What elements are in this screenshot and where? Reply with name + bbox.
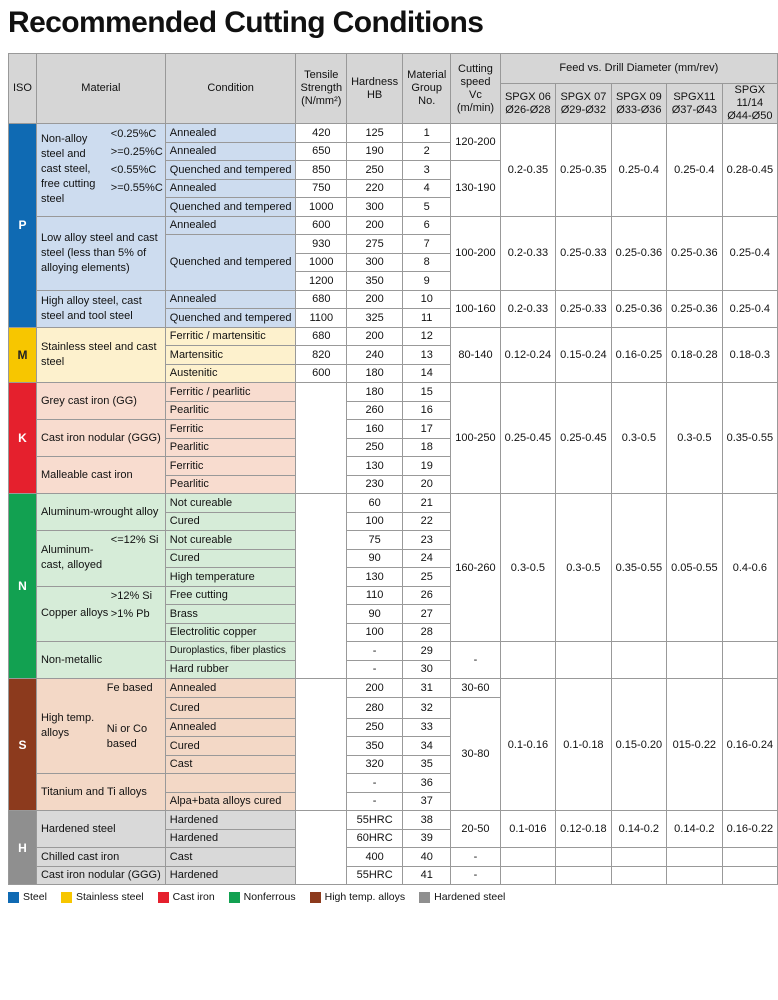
condition-cell: Ferritic [165, 420, 296, 439]
silicon-range: >12% Si [110, 589, 153, 602]
condition-cell: High temperature [165, 568, 296, 587]
feed-cell: 0.2-0.33 [500, 290, 555, 327]
hardness-cell: 130 [347, 457, 403, 476]
material-hardened-steel: Hardened steel [36, 811, 165, 848]
group-cell: 5 [403, 198, 451, 217]
hardness-cell: 60HRC [347, 829, 403, 848]
feed-cell-empty [667, 642, 722, 679]
condition-cell: Hardened [165, 866, 296, 885]
speed-cell: 160-260 [451, 494, 500, 642]
group-cell: 17 [403, 420, 451, 439]
feed-cell-empty [722, 642, 777, 679]
feed-cell: 0.25-0.36 [667, 290, 722, 327]
condition-cell: Cured [165, 737, 296, 756]
group-cell: 12 [403, 327, 451, 346]
header-tensile: Tensile Strength (N/mm²) [296, 54, 347, 124]
hardness-cell: 320 [347, 755, 403, 774]
iso-code-k: K [9, 383, 37, 494]
header-feed-col: SPGX 09 Ø33-Ø36 [611, 84, 666, 124]
tensile-cell: 820 [296, 346, 347, 365]
feed-cell-empty [556, 642, 611, 679]
condition-cell: Cast [165, 755, 296, 774]
hardness-cell: 350 [347, 272, 403, 291]
group-cell: 20 [403, 475, 451, 494]
tensile-cell: 650 [296, 142, 347, 161]
material-copper-alloys [36, 586, 165, 642]
hardness-cell: 55HRC [347, 866, 403, 885]
material-malleable-cast-iron: Malleable cast iron [36, 457, 165, 494]
hardness-cell: 125 [347, 124, 403, 143]
hardness-cell: 220 [347, 179, 403, 198]
hardness-cell: 280 [347, 697, 403, 718]
hardness-cell: 160 [347, 420, 403, 439]
feed-cell-empty [722, 866, 777, 885]
speed-cell: - [451, 642, 500, 679]
feed-cell: 0.25-0.35 [556, 124, 611, 217]
header-group: Material Group No. [403, 54, 451, 124]
base-type: Fe based [106, 682, 153, 694]
cutting-conditions-table [8, 53, 778, 885]
hardness-cell: 400 [347, 848, 403, 867]
condition-cell: Not cureable [165, 494, 296, 513]
feed-cell-empty [611, 866, 666, 885]
group-cell: 22 [403, 512, 451, 531]
hardness-cell: 275 [347, 235, 403, 254]
speed-cell: 100-160 [451, 290, 500, 327]
material-nonalloy-steel [36, 124, 165, 217]
feed-cell-empty [667, 848, 722, 867]
material-low-alloy-steel: Low alloy steel and cast steel (less than 5% of alloying elements) [36, 216, 165, 290]
tensile-cell: 1100 [296, 309, 347, 328]
group-cell: 36 [403, 774, 451, 793]
feed-cell: 0.25-0.4 [611, 124, 666, 217]
group-cell: 7 [403, 235, 451, 254]
speed-cell: 30-60 [451, 679, 500, 698]
header-feed-col: SPGX 07 Ø29-Ø32 [556, 84, 611, 124]
condition-cell: Annealed [165, 718, 296, 737]
condition-cell: Pearlitic [165, 401, 296, 420]
material-aluminum-cast [36, 531, 165, 587]
condition-cell: Ferritic / martensitic [165, 327, 296, 346]
material-nodular-cast-iron: Cast iron nodular (GGG) [36, 420, 165, 457]
hardness-cell: 55HRC [347, 811, 403, 830]
header-feed: Feed vs. Drill Diameter (mm/rev) [500, 54, 777, 84]
hardness-cell: 250 [347, 438, 403, 457]
feed-cell: 0.1-016 [500, 811, 555, 848]
feed-cell-empty [722, 848, 777, 867]
condition-cell: Hardened [165, 811, 296, 830]
header-feed-col: SPGX 11/14 Ø44-Ø50 [722, 84, 777, 124]
tensile-cell: 600 [296, 364, 347, 383]
condition-cell: Electrolitic copper [165, 623, 296, 642]
hardness-cell: 180 [347, 364, 403, 383]
condition-cell: Hard rubber [165, 660, 296, 679]
group-cell: 41 [403, 866, 451, 885]
group-cell: 18 [403, 438, 451, 457]
legend-swatch [310, 892, 321, 903]
group-cell: 8 [403, 253, 451, 272]
feed-cell: 0.12-0.18 [556, 811, 611, 848]
condition-cell [165, 774, 296, 793]
feed-cell: 0.25-0.45 [500, 383, 555, 494]
material-label: Aluminum-cast, alloyed [40, 544, 103, 572]
hardness-cell: 250 [347, 161, 403, 180]
speed-cell: 100-250 [451, 383, 500, 494]
group-cell: 2 [403, 142, 451, 161]
material-label: Copper alloys [40, 607, 109, 620]
feed-cell: 0.15-0.20 [611, 679, 666, 811]
hardness-cell: 190 [347, 142, 403, 161]
legend-swatch [419, 892, 430, 903]
condition-cell: Free cutting [165, 586, 296, 605]
iso-code-h: H [9, 811, 37, 885]
feed-cell-empty [556, 866, 611, 885]
speed-cell: 80-140 [451, 327, 500, 383]
condition-cell: Ferritic [165, 457, 296, 476]
tensile-cell [296, 679, 347, 811]
carbon-range: <0.55%C [110, 163, 157, 176]
condition-cell: Quenched and tempered [165, 309, 296, 328]
feed-cell: 0.25-0.4 [722, 290, 777, 327]
hardness-cell: 200 [347, 290, 403, 309]
header-condition: Condition [165, 54, 296, 124]
speed-cell: 130-190 [451, 161, 500, 217]
feed-cell: 0.1-0.18 [556, 679, 611, 811]
tensile-cell: 600 [296, 216, 347, 235]
material-label: Non-alloy steel and cast steel, free cutting steel [40, 133, 96, 206]
base-type: Ni or Co based [106, 723, 148, 750]
legend-item-hardened [419, 891, 505, 903]
feed-cell: 0.3-0.5 [667, 383, 722, 494]
tensile-cell: 1000 [296, 198, 347, 217]
group-cell: 14 [403, 364, 451, 383]
legend-label: Stainless steel [75, 891, 144, 903]
group-cell: 1 [403, 124, 451, 143]
tensile-cell [296, 494, 347, 679]
material-nodular-cast-iron-hardened: Cast iron nodular (GGG) [36, 866, 165, 885]
feed-cell: 0.25-0.36 [611, 216, 666, 290]
legend-label: Steel [23, 891, 47, 903]
condition-cell: Annealed [165, 290, 296, 309]
group-cell: 4 [403, 179, 451, 198]
material-high-temp-alloys [36, 679, 165, 774]
tensile-cell: 850 [296, 161, 347, 180]
group-cell: 29 [403, 642, 451, 661]
iso-code-s: S [9, 679, 37, 811]
hardness-cell: 300 [347, 198, 403, 217]
feed-cell: 0.25-0.33 [556, 290, 611, 327]
tensile-cell: 750 [296, 179, 347, 198]
feed-cell: 0.14-0.2 [611, 811, 666, 848]
feed-cell: 0.25-0.33 [556, 216, 611, 290]
feed-cell: 0.25-0.36 [611, 290, 666, 327]
feed-cell-empty [611, 848, 666, 867]
lead-range: >1% Pb [110, 607, 150, 620]
group-cell: 28 [403, 623, 451, 642]
legend-item-stainless [61, 891, 144, 903]
group-cell: 32 [403, 697, 451, 718]
feed-cell: 0.25-0.4 [667, 124, 722, 217]
tensile-cell [296, 811, 347, 885]
feed-cell-empty [611, 642, 666, 679]
feed-cell: 0.35-0.55 [722, 383, 777, 494]
carbon-range: >=0.25%C [110, 145, 163, 158]
group-cell: 11 [403, 309, 451, 328]
feed-cell: 0.18-0.3 [722, 327, 777, 383]
feed-cell: 0.3-0.5 [611, 383, 666, 494]
legend-item-steel [8, 891, 47, 903]
group-cell: 6 [403, 216, 451, 235]
condition-cell: Brass [165, 605, 296, 624]
feed-cell: 0.16-0.24 [722, 679, 777, 811]
condition-cell: Annealed [165, 142, 296, 161]
group-cell: 38 [403, 811, 451, 830]
feed-cell: 0.25-0.36 [667, 216, 722, 290]
hardness-cell: 110 [347, 586, 403, 605]
hardness-cell: 200 [347, 679, 403, 698]
hardness-cell: 240 [347, 346, 403, 365]
hardness-cell: 60 [347, 494, 403, 513]
condition-cell: Duroplastics, fiber plastics [165, 642, 296, 661]
header-material: Material [36, 54, 165, 124]
condition-cell: Annealed [165, 179, 296, 198]
feed-cell: 0.2-0.33 [500, 216, 555, 290]
speed-cell: 100-200 [451, 216, 500, 290]
condition-cell: Cured [165, 512, 296, 531]
feed-cell-empty [667, 866, 722, 885]
group-cell: 33 [403, 718, 451, 737]
speed-cell: - [451, 848, 500, 867]
hardness-cell: 100 [347, 623, 403, 642]
carbon-range: >=0.55%C [110, 181, 163, 194]
hardness-cell: - [347, 642, 403, 661]
group-cell: 39 [403, 829, 451, 848]
hardness-cell: 180 [347, 383, 403, 402]
material-aluminum-wrought: Aluminum-wrought alloy [36, 494, 165, 531]
header-feed-col: SPGX 06 Ø26-Ø28 [500, 84, 555, 124]
hardness-cell: 90 [347, 605, 403, 624]
tensile-cell: 1000 [296, 253, 347, 272]
speed-cell: 20-50 [451, 811, 500, 848]
condition-cell: Annealed [165, 124, 296, 143]
feed-cell: 0.2-0.35 [500, 124, 555, 217]
material-chilled-cast-iron: Chilled cast iron [36, 848, 165, 867]
tensile-cell: 420 [296, 124, 347, 143]
group-cell: 13 [403, 346, 451, 365]
condition-cell: Pearlitic [165, 475, 296, 494]
group-cell: 15 [403, 383, 451, 402]
hardness-cell: 130 [347, 568, 403, 587]
legend-label: Nonferrous [243, 891, 296, 903]
feed-cell: 0.4-0.6 [722, 494, 777, 642]
material-grey-cast-iron: Grey cast iron (GG) [36, 383, 165, 420]
hardness-cell: 300 [347, 253, 403, 272]
condition-cell: Cured [165, 697, 296, 718]
group-cell: 34 [403, 737, 451, 756]
legend-swatch [158, 892, 169, 903]
condition-cell: Martensitic [165, 346, 296, 365]
hardness-cell: 200 [347, 327, 403, 346]
hardness-cell: 230 [347, 475, 403, 494]
feed-cell-empty [500, 848, 555, 867]
group-cell: 27 [403, 605, 451, 624]
feed-cell: 0.16-0.22 [722, 811, 777, 848]
hardness-cell: 100 [347, 512, 403, 531]
legend-label: Cast iron [172, 891, 215, 903]
feed-cell: 0.16-0.25 [611, 327, 666, 383]
tensile-cell [296, 383, 347, 494]
feed-cell-empty [500, 642, 555, 679]
condition-cell: Pearlitic [165, 438, 296, 457]
material-label: High temp. alloys [40, 712, 95, 739]
group-cell: 40 [403, 848, 451, 867]
group-cell: 21 [403, 494, 451, 513]
iso-code-m: M [9, 327, 37, 383]
material-non-metallic: Non-metallic [36, 642, 165, 679]
speed-cell: - [451, 866, 500, 885]
header-hardness: Hardness HB [347, 54, 403, 124]
group-cell: 24 [403, 549, 451, 568]
legend-label: Hardened steel [434, 891, 506, 903]
hardness-cell: 75 [347, 531, 403, 550]
header-feed-col: SPGX11 Ø37-Ø43 [667, 84, 722, 124]
condition-cell: Annealed [165, 216, 296, 235]
legend-swatch [8, 892, 19, 903]
condition-cell: Quenched and tempered [165, 161, 296, 180]
feed-cell: 0.18-0.28 [667, 327, 722, 383]
hardness-cell: 200 [347, 216, 403, 235]
feed-cell: 0.14-0.2 [667, 811, 722, 848]
legend-label: High temp. alloys [324, 891, 406, 903]
iso-code-p: P [9, 124, 37, 328]
group-cell: 37 [403, 792, 451, 811]
condition-cell: Ferritic / pearlitic [165, 383, 296, 402]
feed-cell: 0.3-0.5 [556, 494, 611, 642]
feed-cell: 0.28-0.45 [722, 124, 777, 217]
condition-cell: Austenitic [165, 364, 296, 383]
group-cell: 9 [403, 272, 451, 291]
group-cell: 23 [403, 531, 451, 550]
feed-cell: 0.25-0.4 [722, 216, 777, 290]
color-legend [8, 891, 519, 903]
group-cell: 25 [403, 568, 451, 587]
group-cell: 35 [403, 755, 451, 774]
feed-cell: 0.12-0.24 [500, 327, 555, 383]
group-cell: 10 [403, 290, 451, 309]
feed-cell: 0.05-0.55 [667, 494, 722, 642]
iso-code-n: N [9, 494, 37, 679]
tensile-cell: 680 [296, 290, 347, 309]
group-cell: 16 [403, 401, 451, 420]
feed-cell: 0.3-0.5 [500, 494, 555, 642]
condition-cell: Alpa+bata alloys cured [165, 792, 296, 811]
hardness-cell: - [347, 774, 403, 793]
material-stainless-steel: Stainless steel and cast steel [36, 327, 165, 383]
legend-item-high-temp [310, 891, 406, 903]
condition-cell: Quenched and tempered [165, 235, 296, 291]
condition-cell: Quenched and tempered [165, 198, 296, 217]
legend-item-cast-iron [158, 891, 215, 903]
group-cell: 26 [403, 586, 451, 605]
condition-cell: Not cureable [165, 531, 296, 550]
legend-swatch [229, 892, 240, 903]
feed-cell-empty [556, 848, 611, 867]
hardness-cell: 325 [347, 309, 403, 328]
material-high-alloy-steel: High alloy steel, cast steel and tool steel [36, 290, 165, 327]
hardness-cell: 350 [347, 737, 403, 756]
legend-swatch [61, 892, 72, 903]
group-cell: 3 [403, 161, 451, 180]
hardness-cell: 250 [347, 718, 403, 737]
condition-cell: Cured [165, 549, 296, 568]
header-speed: Cutting speed Vc (m/min) [451, 54, 500, 124]
condition-cell: Annealed [165, 679, 296, 698]
header-iso: ISO [9, 54, 37, 124]
group-cell: 30 [403, 660, 451, 679]
carbon-range: <0.25%C [110, 127, 157, 140]
feed-cell: 0.1-0.16 [500, 679, 555, 811]
condition-cell: Hardened [165, 829, 296, 848]
legend-item-nonferrous [229, 891, 296, 903]
hardness-cell: - [347, 792, 403, 811]
tensile-cell: 930 [296, 235, 347, 254]
hardness-cell: 260 [347, 401, 403, 420]
feed-cell: 0.25-0.45 [556, 383, 611, 494]
page-title: Recommended Cutting Conditions [8, 6, 484, 39]
speed-cell: 30-80 [451, 697, 500, 811]
hardness-cell: - [347, 660, 403, 679]
material-titanium-alloys: Titanium and Ti alloys [36, 774, 165, 811]
silicon-range: <=12% Si [110, 534, 159, 547]
feed-cell: 0.15-0.24 [556, 327, 611, 383]
feed-cell-empty [500, 866, 555, 885]
group-cell: 31 [403, 679, 451, 698]
tensile-cell: 680 [296, 327, 347, 346]
feed-cell: 0.35-0.55 [611, 494, 666, 642]
feed-cell: 015-0.22 [667, 679, 722, 811]
group-cell: 19 [403, 457, 451, 476]
hardness-cell: 90 [347, 549, 403, 568]
speed-cell: 120-200 [451, 124, 500, 161]
condition-cell: Cast [165, 848, 296, 867]
tensile-cell: 1200 [296, 272, 347, 291]
